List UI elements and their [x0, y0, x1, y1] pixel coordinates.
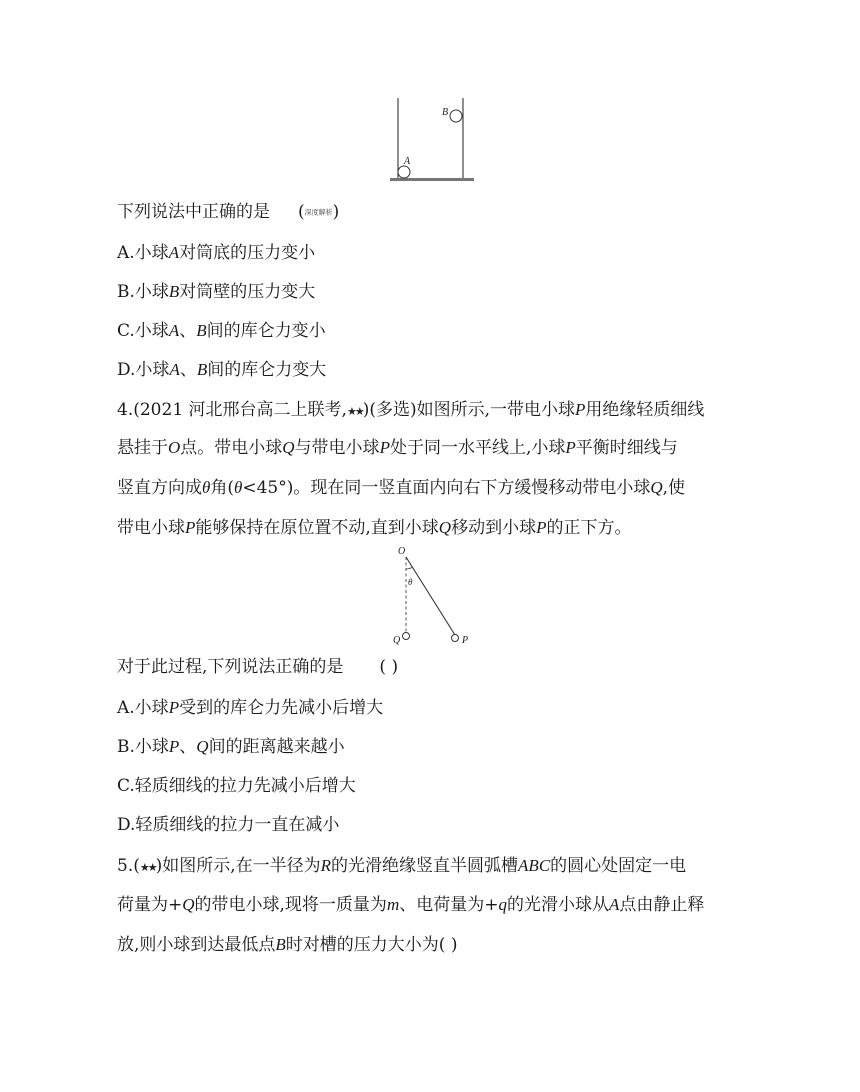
q4-line-2: 悬挂于O点。带电小球Q与带电小球P处于同一水平线上,小球P平衡时细线与 [117, 438, 678, 458]
difficulty-stars-icon: ★★ [139, 861, 156, 874]
ball-b [450, 110, 462, 122]
q4-option-a: A.小球P受到的库仑力先减小后增大 [117, 698, 384, 718]
q3-option-a: A.小球A对筒底的压力变小 [117, 243, 316, 263]
label-point-o: O [398, 546, 406, 557]
figure-pendulum [385, 543, 485, 648]
q4-line-4: 带电小球P能够保持在原位置不动,直到小球Q移动到小球P的正下方。 [117, 518, 632, 538]
ball-a [398, 166, 410, 178]
q4-stem: 对于此过程,下列说法正确的是 ( ) [117, 657, 399, 677]
analysis-tag: 深度解析 [304, 208, 333, 217]
q3-stem: 下列说法中正确的是 (深度解析) [117, 202, 340, 222]
label-theta: θ [408, 577, 413, 587]
figure-tube-balls [385, 95, 485, 187]
q5-line-1: 5.(★★)如图所示,在一半径为R的光滑绝缘竖直半圆弧槽ABC的圆心处固定一电 [117, 856, 687, 876]
label-ball-p: P [462, 635, 469, 646]
ball-p [452, 635, 459, 642]
label-ball-q: Q [393, 635, 401, 646]
ball-q [403, 633, 410, 640]
angle-arc [406, 567, 412, 569]
ground-base [390, 178, 474, 181]
label-ball-a: A [404, 156, 411, 167]
q4-line-3: 竖直方向成θ角(θ<45°)。现在同一竖直面内向右下方缓慢移动带电小球Q,使 [117, 478, 686, 498]
q3-option-c: C.小球A、B间的库仑力变小 [117, 321, 326, 341]
q4-option-c: C.轻质细线的拉力先减小后增大 [117, 776, 356, 796]
q3-option-d: D.小球A、B间的库仑力变大 [117, 360, 327, 380]
q4-option-d: D.轻质细线的拉力一直在减小 [117, 815, 340, 835]
q5-line-2: 荷量为+Q的带电小球,现将一质量为m、电荷量为+q的光滑小球从A点由静止释 [117, 895, 705, 915]
q4-option-b: B.小球P、Q间的距离越来越小 [117, 737, 345, 757]
difficulty-stars-icon: ★★ [346, 405, 363, 418]
q3-option-b: B.小球B对筒壁的压力变大 [117, 282, 316, 302]
suspension-thread [406, 557, 455, 635]
q4-line-1: 4.(2021 河北邢台高二上联考,★★)(多选)如图所示,一带电小球P用绝缘轻质细线 [117, 400, 705, 420]
label-ball-b: B [442, 107, 449, 118]
q5-line-3: 放,则小球到达最低点B时对槽的压力大小为( ) [117, 935, 458, 955]
